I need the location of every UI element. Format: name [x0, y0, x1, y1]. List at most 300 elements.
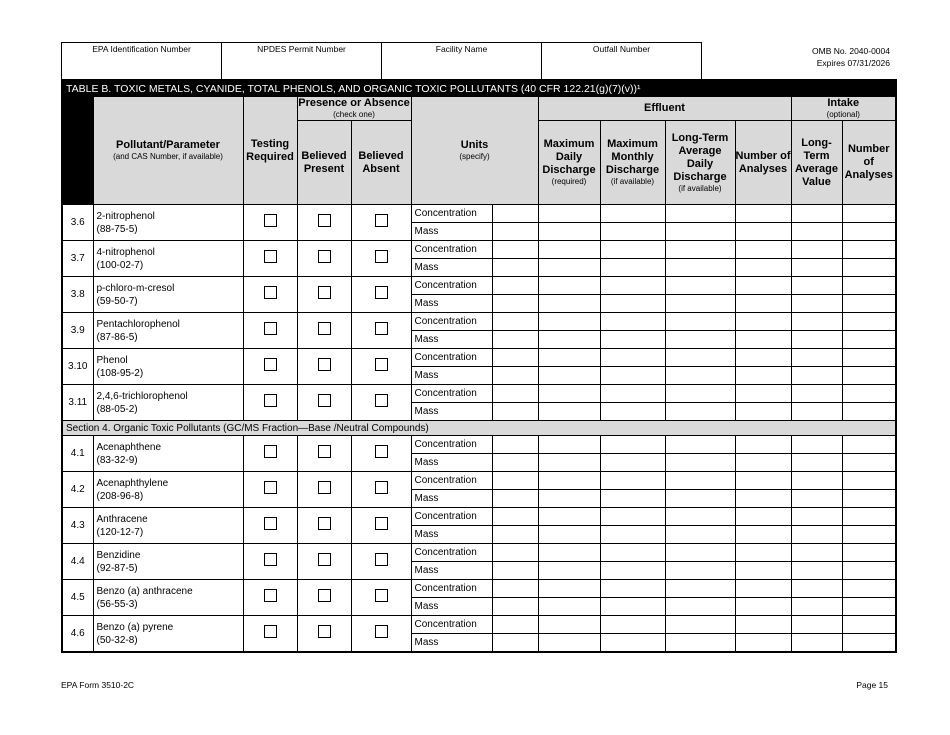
pollutant-name-cell: [93, 349, 243, 385]
pollutant-row: [62, 580, 896, 598]
num-analyses-mass-input[interactable]: [735, 259, 791, 277]
num-analyses-concentration-input[interactable]: [735, 241, 791, 259]
pollutant-name: Phenol: [96, 354, 128, 366]
intake-num-analyses-concentration-input[interactable]: [842, 544, 896, 562]
num-analyses-mass-input[interactable]: [735, 490, 791, 508]
pollutant-cas: (59-50-7): [96, 295, 138, 307]
presence-header: [297, 97, 411, 121]
intake-num-analyses-label: Number of Analyses: [844, 143, 893, 181]
believed-absent-checkbox[interactable]: [375, 517, 388, 530]
max-daily-mass-input[interactable]: [538, 223, 600, 241]
num-analyses-concentration-input[interactable]: [735, 313, 791, 331]
believed-present-checkbox[interactable]: [318, 481, 331, 494]
long-term-avg-concentration-input[interactable]: [665, 580, 735, 598]
concentration-unit-input[interactable]: [492, 508, 538, 526]
section-4-title: Section 4. Organic Toxic Pollutants (GC/MS Fraction—Base /Neutral Compounds): [62, 421, 896, 436]
num-analyses-mass-input[interactable]: [735, 367, 791, 385]
long-term-avg-mass-input[interactable]: [665, 295, 735, 313]
concentration-unit-input[interactable]: [492, 385, 538, 403]
believed-present-checkbox[interactable]: [318, 589, 331, 602]
intake-num-analyses-mass-input[interactable]: [842, 223, 896, 241]
max-monthly-concentration-input[interactable]: [600, 385, 665, 403]
pollutant-name: Acenaphthylene: [96, 477, 169, 489]
intake-long-term-mass-input[interactable]: [791, 634, 842, 653]
concentration-unit-input[interactable]: [492, 349, 538, 367]
max-daily-concentration-input[interactable]: [538, 580, 600, 598]
pollutant-number: 4.1: [62, 436, 93, 472]
num-analyses-concentration-input[interactable]: [735, 472, 791, 490]
pollutant-cas: (50-32-8): [96, 634, 138, 646]
long-term-avg-concentration-input[interactable]: [665, 436, 735, 454]
concentration-unit-input[interactable]: [492, 472, 538, 490]
max-daily-concentration-input[interactable]: [538, 313, 600, 331]
intake-long-term-concentration-input[interactable]: [791, 313, 842, 331]
max-daily-concentration-input[interactable]: [538, 241, 600, 259]
long-term-avg-mass-input[interactable]: [665, 490, 735, 508]
testing-required-checkbox[interactable]: [264, 394, 277, 407]
max-monthly-concentration-input[interactable]: [600, 205, 665, 223]
outfall-number-field[interactable]: Outfall Number: [542, 43, 702, 80]
max-monthly-concentration-input[interactable]: [600, 436, 665, 454]
intake-long-term-concentration-input[interactable]: [791, 385, 842, 403]
intake-long-term-concentration-input[interactable]: [791, 508, 842, 526]
mass-unit-input[interactable]: [492, 490, 538, 508]
intake-long-term-mass-input[interactable]: [791, 526, 842, 544]
page-number: Page 15: [856, 680, 888, 690]
mass-unit-input[interactable]: [492, 562, 538, 580]
intake-long-term-concentration-input[interactable]: [791, 544, 842, 562]
long-term-avg-concentration-input[interactable]: [665, 241, 735, 259]
intake-num-analyses-concentration-input[interactable]: [842, 241, 896, 259]
num-analyses-concentration-input[interactable]: [735, 349, 791, 367]
believed-present-header: [297, 121, 351, 205]
npdes-permit-field[interactable]: NPDES Permit Number: [222, 43, 382, 80]
believed-absent-checkbox[interactable]: [375, 445, 388, 458]
form-number: EPA Form 3510-2C: [61, 680, 135, 690]
num-analyses-concentration-input[interactable]: [735, 544, 791, 562]
max-daily-mass-input[interactable]: [538, 598, 600, 616]
mass-unit-input[interactable]: [492, 367, 538, 385]
pollutant-number: 4.5: [62, 580, 93, 616]
max-daily-sub: (required): [551, 177, 587, 186]
long-term-avg-concentration-input[interactable]: [665, 349, 735, 367]
effluent-header-label: Effluent: [644, 102, 685, 114]
num-analyses-mass-input[interactable]: [735, 634, 791, 653]
long-term-avg-mass-input[interactable]: [665, 454, 735, 472]
believed-present-checkbox[interactable]: [318, 358, 331, 371]
intake-long-term-concentration-input[interactable]: [791, 580, 842, 598]
believed-present-cell: [297, 313, 351, 349]
intake-num-analyses-mass-input[interactable]: [842, 259, 896, 277]
long-term-avg-concentration-input[interactable]: [665, 472, 735, 490]
num-analyses-concentration-input[interactable]: [735, 277, 791, 295]
max-monthly-mass-input[interactable]: [600, 634, 665, 653]
long-term-avg-concentration-input[interactable]: [665, 616, 735, 634]
num-analyses-concentration-input[interactable]: [735, 436, 791, 454]
num-analyses-mass-input[interactable]: [735, 331, 791, 349]
max-daily-concentration-input[interactable]: [538, 277, 600, 295]
num-analyses-mass-input[interactable]: [735, 295, 791, 313]
num-analyses-mass-input[interactable]: [735, 223, 791, 241]
max-daily-header: [538, 121, 600, 205]
intake-long-term-mass-input[interactable]: [791, 454, 842, 472]
max-daily-mass-input[interactable]: [538, 295, 600, 313]
pollutant-number: 4.6: [62, 616, 93, 653]
intake-num-analyses-concentration-input[interactable]: [842, 313, 896, 331]
intake-num-analyses-mass-input[interactable]: [842, 598, 896, 616]
believed-absent-checkbox[interactable]: [375, 358, 388, 371]
intake-num-analyses-concentration-input[interactable]: [842, 205, 896, 223]
max-daily-concentration-input[interactable]: [538, 436, 600, 454]
num-analyses-concentration-input[interactable]: [735, 385, 791, 403]
max-monthly-mass-input[interactable]: [600, 403, 665, 421]
concentration-unit-input[interactable]: [492, 313, 538, 331]
max-monthly-mass-input[interactable]: [600, 331, 665, 349]
testing-required-checkbox[interactable]: [264, 286, 277, 299]
intake-header-sub: (optional): [826, 110, 860, 119]
intake-long-term-concentration-input[interactable]: [791, 205, 842, 223]
unit-label: Concentration: [411, 385, 492, 403]
concentration-unit-input[interactable]: [492, 544, 538, 562]
testing-required-checkbox[interactable]: [264, 250, 277, 263]
intake-num-analyses-concentration-input[interactable]: [842, 436, 896, 454]
believed-present-cell: [297, 205, 351, 241]
believed-present-checkbox[interactable]: [318, 445, 331, 458]
max-monthly-mass-input[interactable]: [600, 295, 665, 313]
believed-absent-cell: [351, 544, 411, 580]
believed-present-cell: [297, 580, 351, 616]
concentration-unit-input[interactable]: [492, 616, 538, 634]
long-term-avg-concentration-input[interactable]: [665, 277, 735, 295]
believed-present-checkbox[interactable]: [318, 214, 331, 227]
believed-absent-checkbox[interactable]: [375, 322, 388, 335]
believed-present-cell: [297, 616, 351, 653]
max-daily-mass-input[interactable]: [538, 526, 600, 544]
pollutant-cas: (108-95-2): [96, 367, 144, 379]
pollutant-cas: (208-96-8): [96, 490, 144, 502]
num-analyses-concentration-input[interactable]: [735, 205, 791, 223]
max-monthly-concentration-input[interactable]: [600, 472, 665, 490]
mass-unit-input[interactable]: [492, 295, 538, 313]
believed-present-checkbox[interactable]: [318, 394, 331, 407]
long-term-avg-concentration-input[interactable]: [665, 508, 735, 526]
intake-num-analyses-mass-input[interactable]: [842, 634, 896, 653]
max-daily-concentration-input[interactable]: [538, 616, 600, 634]
pollutant-number: 4.2: [62, 472, 93, 508]
pollutant-cas: (88-05-2): [96, 403, 138, 415]
long-term-avg-mass-input[interactable]: [665, 598, 735, 616]
testing-required-checkbox[interactable]: [264, 553, 277, 566]
intake-num-analyses-mass-input[interactable]: [842, 331, 896, 349]
intake-num-analyses-mass-input[interactable]: [842, 526, 896, 544]
max-monthly-concentration-input[interactable]: [600, 580, 665, 598]
testing-required-cell: [243, 241, 297, 277]
unit-label: Mass: [411, 367, 492, 385]
pollutant-row: [62, 616, 896, 634]
testing-required-checkbox[interactable]: [264, 589, 277, 602]
unit-label: Mass: [411, 598, 492, 616]
intake-long-term-mass-input[interactable]: [791, 295, 842, 313]
max-monthly-concentration-input[interactable]: [600, 349, 665, 367]
mass-unit-input[interactable]: [492, 259, 538, 277]
max-daily-mass-input[interactable]: [538, 454, 600, 472]
long-term-avg-mass-input[interactable]: [665, 634, 735, 653]
long-term-avg-concentration-input[interactable]: [665, 313, 735, 331]
believed-absent-checkbox[interactable]: [375, 625, 388, 638]
num-analyses-concentration-input[interactable]: [735, 508, 791, 526]
max-monthly-mass-input[interactable]: [600, 562, 665, 580]
max-monthly-mass-input[interactable]: [600, 490, 665, 508]
num-analyses-mass-input[interactable]: [735, 562, 791, 580]
pollutant-header-label: Pollutant/Parameter: [116, 139, 220, 151]
intake-long-term-concentration-input[interactable]: [791, 349, 842, 367]
believed-absent-cell: [351, 436, 411, 472]
believed-absent-cell: [351, 277, 411, 313]
testing-required-cell: [243, 205, 297, 241]
epa-id-field[interactable]: EPA Identification Number: [62, 43, 222, 80]
intake-long-term-mass-input[interactable]: [791, 259, 842, 277]
mass-unit-input[interactable]: [492, 403, 538, 421]
max-monthly-concentration-input[interactable]: [600, 277, 665, 295]
num-analyses-concentration-input[interactable]: [735, 616, 791, 634]
long-term-avg-concentration-input[interactable]: [665, 205, 735, 223]
max-daily-concentration-input[interactable]: [538, 385, 600, 403]
long-term-avg-mass-input[interactable]: [665, 367, 735, 385]
intake-num-analyses-concentration-input[interactable]: [842, 277, 896, 295]
intake-num-analyses-mass-input[interactable]: [842, 562, 896, 580]
max-monthly-concentration-input[interactable]: [600, 241, 665, 259]
max-daily-label: Maximum Daily Discharge: [542, 138, 596, 176]
believed-present-cell: [297, 385, 351, 421]
pollutant-name: Benzidine: [96, 549, 141, 561]
mass-unit-input[interactable]: [492, 331, 538, 349]
pollutant-number: 4.3: [62, 508, 93, 544]
intake-num-analyses-mass-input[interactable]: [842, 454, 896, 472]
believed-present-checkbox[interactable]: [318, 517, 331, 530]
pollutant-number: 3.6: [62, 205, 93, 241]
intake-long-term-concentration-input[interactable]: [791, 241, 842, 259]
believed-absent-cell: [351, 349, 411, 385]
believed-absent-checkbox[interactable]: [375, 589, 388, 602]
intake-long-term-concentration-input[interactable]: [791, 436, 842, 454]
intake-long-term-concentration-input[interactable]: [791, 277, 842, 295]
unit-label: Concentration: [411, 580, 492, 598]
intake-num-analyses-concentration-input[interactable]: [842, 349, 896, 367]
believed-present-checkbox[interactable]: [318, 553, 331, 566]
intake-header: [791, 97, 896, 121]
max-monthly-mass-input[interactable]: [600, 598, 665, 616]
believed-absent-checkbox[interactable]: [375, 553, 388, 566]
max-monthly-mass-input[interactable]: [600, 223, 665, 241]
intake-num-analyses-mass-input[interactable]: [842, 403, 896, 421]
intake-long-term-mass-input[interactable]: [791, 403, 842, 421]
pollutant-header: [93, 97, 243, 205]
long-term-avg-mass-input[interactable]: [665, 331, 735, 349]
pollutant-number: 3.8: [62, 277, 93, 313]
pollutant-row: [62, 277, 896, 295]
pollutant-name: Anthracene: [96, 513, 148, 525]
pollutant-row: [62, 436, 896, 454]
testing-required-checkbox[interactable]: [264, 214, 277, 227]
max-monthly-mass-input[interactable]: [600, 259, 665, 277]
concentration-unit-input[interactable]: [492, 241, 538, 259]
intake-num-analyses-mass-input[interactable]: [842, 295, 896, 313]
unit-label: Mass: [411, 454, 492, 472]
concentration-unit-input[interactable]: [492, 436, 538, 454]
testing-required-checkbox[interactable]: [264, 625, 277, 638]
pollutant-header-sub: (and CAS Number, if available): [113, 152, 223, 161]
num-analyses-mass-input[interactable]: [735, 598, 791, 616]
believed-present-checkbox[interactable]: [318, 286, 331, 299]
believed-absent-cell: [351, 580, 411, 616]
intake-long-term-mass-input[interactable]: [791, 490, 842, 508]
max-daily-concentration-input[interactable]: [538, 472, 600, 490]
believed-absent-checkbox[interactable]: [375, 250, 388, 263]
believed-absent-checkbox[interactable]: [375, 481, 388, 494]
pollutant-number: 4.4: [62, 544, 93, 580]
testing-required-checkbox[interactable]: [264, 481, 277, 494]
believed-absent-cell: [351, 616, 411, 653]
facility-name-field[interactable]: Facility Name: [382, 43, 542, 80]
max-daily-mass-input[interactable]: [538, 490, 600, 508]
intake-num-analyses-mass-input[interactable]: [842, 490, 896, 508]
pollutant-cas: (88-75-5): [96, 223, 138, 235]
believed-absent-header: [351, 121, 411, 205]
max-daily-concentration-input[interactable]: [538, 349, 600, 367]
believed-absent-cell: [351, 472, 411, 508]
pollutant-number: 3.7: [62, 241, 93, 277]
concentration-unit-input[interactable]: [492, 205, 538, 223]
max-daily-concentration-input[interactable]: [538, 508, 600, 526]
presence-header-label: Presence or Absence: [298, 97, 410, 109]
presence-header-sub: (check one): [333, 110, 375, 119]
believed-present-checkbox[interactable]: [318, 625, 331, 638]
num-analyses-mass-input[interactable]: [735, 526, 791, 544]
intake-long-term-concentration-input[interactable]: [791, 472, 842, 490]
pollutant-name-cell: [93, 544, 243, 580]
intake-num-analyses-mass-input[interactable]: [842, 367, 896, 385]
long-term-avg-mass-input[interactable]: [665, 259, 735, 277]
unit-label: Mass: [411, 295, 492, 313]
intake-long-term-mass-input[interactable]: [791, 331, 842, 349]
max-monthly-mass-input[interactable]: [600, 454, 665, 472]
testing-required-cell: [243, 385, 297, 421]
num-analyses-concentration-input[interactable]: [735, 580, 791, 598]
testing-required-checkbox[interactable]: [264, 322, 277, 335]
believed-absent-cell: [351, 241, 411, 277]
intake-long-term-header: [791, 121, 842, 205]
testing-required-label: Testing Required: [246, 137, 294, 163]
num-analyses-mass-input[interactable]: [735, 403, 791, 421]
omb-info: [812, 45, 890, 69]
pollutant-name: Benzo (a) pyrene: [96, 621, 174, 633]
long-term-avg-mass-input[interactable]: [665, 526, 735, 544]
max-daily-concentration-input[interactable]: [538, 544, 600, 562]
pollutant-name: p-chloro-m-cresol: [96, 282, 175, 294]
mass-unit-input[interactable]: [492, 634, 538, 653]
long-term-avg-concentration-input[interactable]: [665, 544, 735, 562]
max-monthly-mass-input[interactable]: [600, 367, 665, 385]
mass-unit-input[interactable]: [492, 223, 538, 241]
pollutant-name-cell: [93, 616, 243, 653]
unit-label: Concentration: [411, 472, 492, 490]
max-daily-mass-input[interactable]: [538, 259, 600, 277]
max-daily-mass-input[interactable]: [538, 403, 600, 421]
table-b: [61, 79, 897, 653]
pollutant-name-cell: [93, 385, 243, 421]
believed-absent-checkbox[interactable]: [375, 394, 388, 407]
testing-required-checkbox[interactable]: [264, 358, 277, 371]
max-daily-concentration-input[interactable]: [538, 205, 600, 223]
pollutant-cas: (56-55-3): [96, 598, 138, 610]
table-title: TABLE B. TOXIC METALS, CYANIDE, TOTAL PHENOLS, AND ORGANIC TOXIC POLLUTANTS (40 CFR 122.21(g)(7)(v))¹: [62, 80, 896, 97]
intake-num-analyses-concentration-input[interactable]: [842, 580, 896, 598]
believed-present-checkbox[interactable]: [318, 322, 331, 335]
intake-num-analyses-concentration-input[interactable]: [842, 385, 896, 403]
intake-num-analyses-concentration-input[interactable]: [842, 616, 896, 634]
max-monthly-mass-input[interactable]: [600, 526, 665, 544]
long-term-avg-concentration-input[interactable]: [665, 385, 735, 403]
max-daily-mass-input[interactable]: [538, 634, 600, 653]
believed-absent-cell: [351, 385, 411, 421]
believed-absent-checkbox[interactable]: [375, 214, 388, 227]
max-monthly-concentration-input[interactable]: [600, 616, 665, 634]
pollutant-row: [62, 472, 896, 490]
max-monthly-concentration-input[interactable]: [600, 313, 665, 331]
unit-label: Mass: [411, 331, 492, 349]
mass-unit-input[interactable]: [492, 598, 538, 616]
long-term-avg-mass-input[interactable]: [665, 223, 735, 241]
intake-long-term-mass-input[interactable]: [791, 598, 842, 616]
testing-required-checkbox[interactable]: [264, 517, 277, 530]
num-analyses-mass-input[interactable]: [735, 454, 791, 472]
believed-present-checkbox[interactable]: [318, 250, 331, 263]
long-term-avg-mass-input[interactable]: [665, 562, 735, 580]
pollutant-row: [62, 508, 896, 526]
max-daily-mass-input[interactable]: [538, 331, 600, 349]
intake-long-term-mass-input[interactable]: [791, 223, 842, 241]
pollutant-name: Pentachlorophenol: [96, 318, 180, 330]
pollutant-cas: (120-12-7): [96, 526, 144, 538]
intake-long-term-concentration-input[interactable]: [791, 616, 842, 634]
max-daily-mass-input[interactable]: [538, 367, 600, 385]
unit-label: Concentration: [411, 616, 492, 634]
intake-long-term-mass-input[interactable]: [791, 367, 842, 385]
intake-num-analyses-concentration-input[interactable]: [842, 508, 896, 526]
max-monthly-concentration-input[interactable]: [600, 544, 665, 562]
long-term-avg-mass-input[interactable]: [665, 403, 735, 421]
max-daily-mass-input[interactable]: [538, 562, 600, 580]
mass-unit-input[interactable]: [492, 526, 538, 544]
pollutant-name: 2-nitrophenol: [96, 210, 155, 222]
intake-num-analyses-concentration-input[interactable]: [842, 472, 896, 490]
pollutant-name-cell: [93, 580, 243, 616]
pollutant-number: 3.11: [62, 385, 93, 421]
units-header: [411, 97, 538, 205]
intake-header-label: Intake: [827, 97, 860, 109]
concentration-unit-input[interactable]: [492, 580, 538, 598]
intake-long-term-mass-input[interactable]: [791, 562, 842, 580]
max-monthly-concentration-input[interactable]: [600, 508, 665, 526]
concentration-unit-input[interactable]: [492, 277, 538, 295]
intake-num-analyses-header: [842, 121, 896, 205]
testing-required-cell: [243, 472, 297, 508]
unit-label: Mass: [411, 259, 492, 277]
pollutant-name-cell: [93, 241, 243, 277]
mass-unit-input[interactable]: [492, 454, 538, 472]
believed-absent-checkbox[interactable]: [375, 286, 388, 299]
testing-required-checkbox[interactable]: [264, 445, 277, 458]
